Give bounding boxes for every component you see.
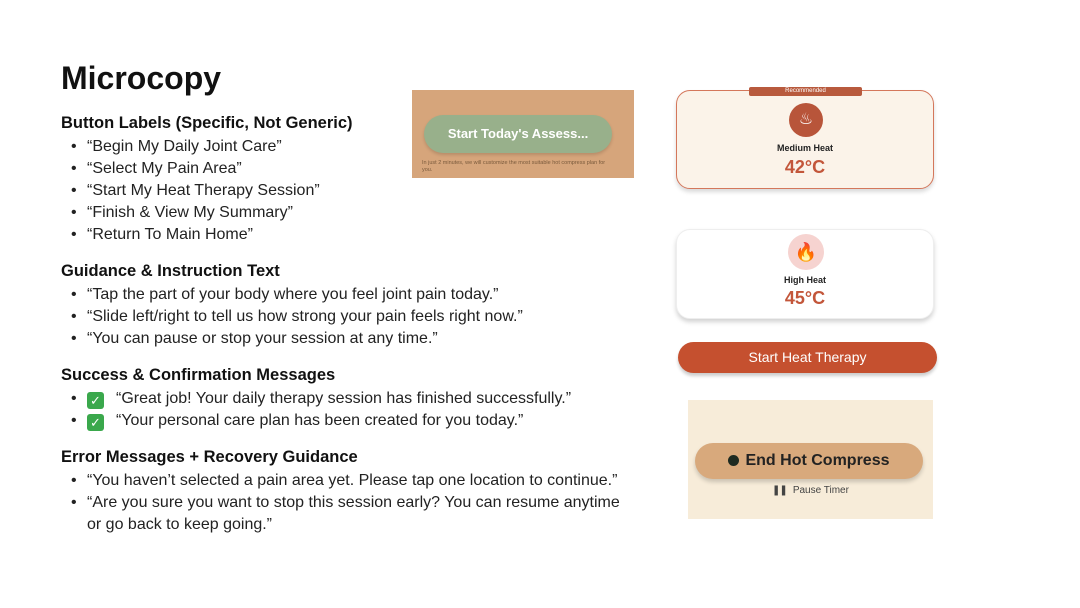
list-item (61, 388, 621, 410)
heat-temperature: 45°C (784, 288, 826, 308)
assessment-card (412, 90, 634, 178)
checkmark-icon: ✓ (87, 392, 104, 409)
stop-dot-icon (728, 455, 739, 466)
list-item: • “Finish & View My Summary” (61, 202, 621, 224)
medium-heat-card[interactable] (676, 90, 934, 189)
page-title: Microcopy (61, 60, 222, 96)
section-guidance (61, 261, 621, 350)
section-success (61, 365, 621, 432)
list-item: • “Are you sure you want to stop this session early? You can resume anytime or go back to keep going.” (61, 492, 621, 536)
list-item-text: “Great job! Your daily therapy session has finished successfully.” (116, 390, 572, 407)
heat-level-label: High Heat (783, 275, 826, 285)
list-item: • “Start My Heat Therapy Session” (61, 180, 621, 202)
heat-level-label: Medium Heat (776, 143, 833, 153)
heater-icon: ♨ (789, 103, 823, 137)
end-button-label: End Hot Compress (745, 452, 890, 469)
start-heat-therapy-button[interactable]: Start Heat Therapy (678, 342, 937, 373)
pause-icon: ❚❚ (772, 485, 787, 496)
section-heading: Button Labels (Specific, Not Generic) (61, 114, 353, 132)
section-heading: Error Messages + Recovery Guidance (61, 448, 358, 466)
list-item: • “You haven’t selected a pain area yet. Please tap one location to continue.” (61, 470, 621, 492)
recommended-badge: Recommended (749, 87, 862, 96)
high-heat-card[interactable] (676, 229, 934, 319)
section-error (61, 447, 621, 536)
microcopy-list (61, 113, 621, 551)
list-item: • “Begin My Daily Joint Care” (61, 136, 621, 158)
list-item: • “Slide left/right to tell us how strong your pain feels right now.” (61, 306, 621, 328)
list-item: • “Tap the part of your body where you feel joint pain today.” (61, 284, 621, 306)
section-heading: Guidance & Instruction Text (61, 262, 280, 280)
list-item: • “Select My Pain Area” (61, 158, 621, 180)
pause-timer-button[interactable] (688, 485, 933, 496)
start-assessment-button[interactable]: Start Today's Assess... (424, 115, 612, 153)
list-item: • “You can pause or stop your session at any time.” (61, 328, 621, 350)
assessment-note: In just 2 minutes, we will customize the most suitable hot compress plan for you. (422, 160, 606, 173)
heat-temperature: 42°C (784, 157, 826, 177)
flame-icon: 🔥 (788, 234, 824, 270)
section-heading: Success & Confirmation Messages (61, 366, 336, 384)
end-hot-compress-button[interactable] (695, 443, 923, 479)
list-item-text: “Your personal care plan has been created for you today.” (116, 412, 524, 429)
list-item (61, 410, 621, 432)
end-compress-card (688, 400, 933, 519)
checkmark-icon: ✓ (87, 414, 104, 431)
pause-label: Pause Timer (792, 485, 849, 496)
list-item: • “Return To Main Home” (61, 224, 621, 246)
